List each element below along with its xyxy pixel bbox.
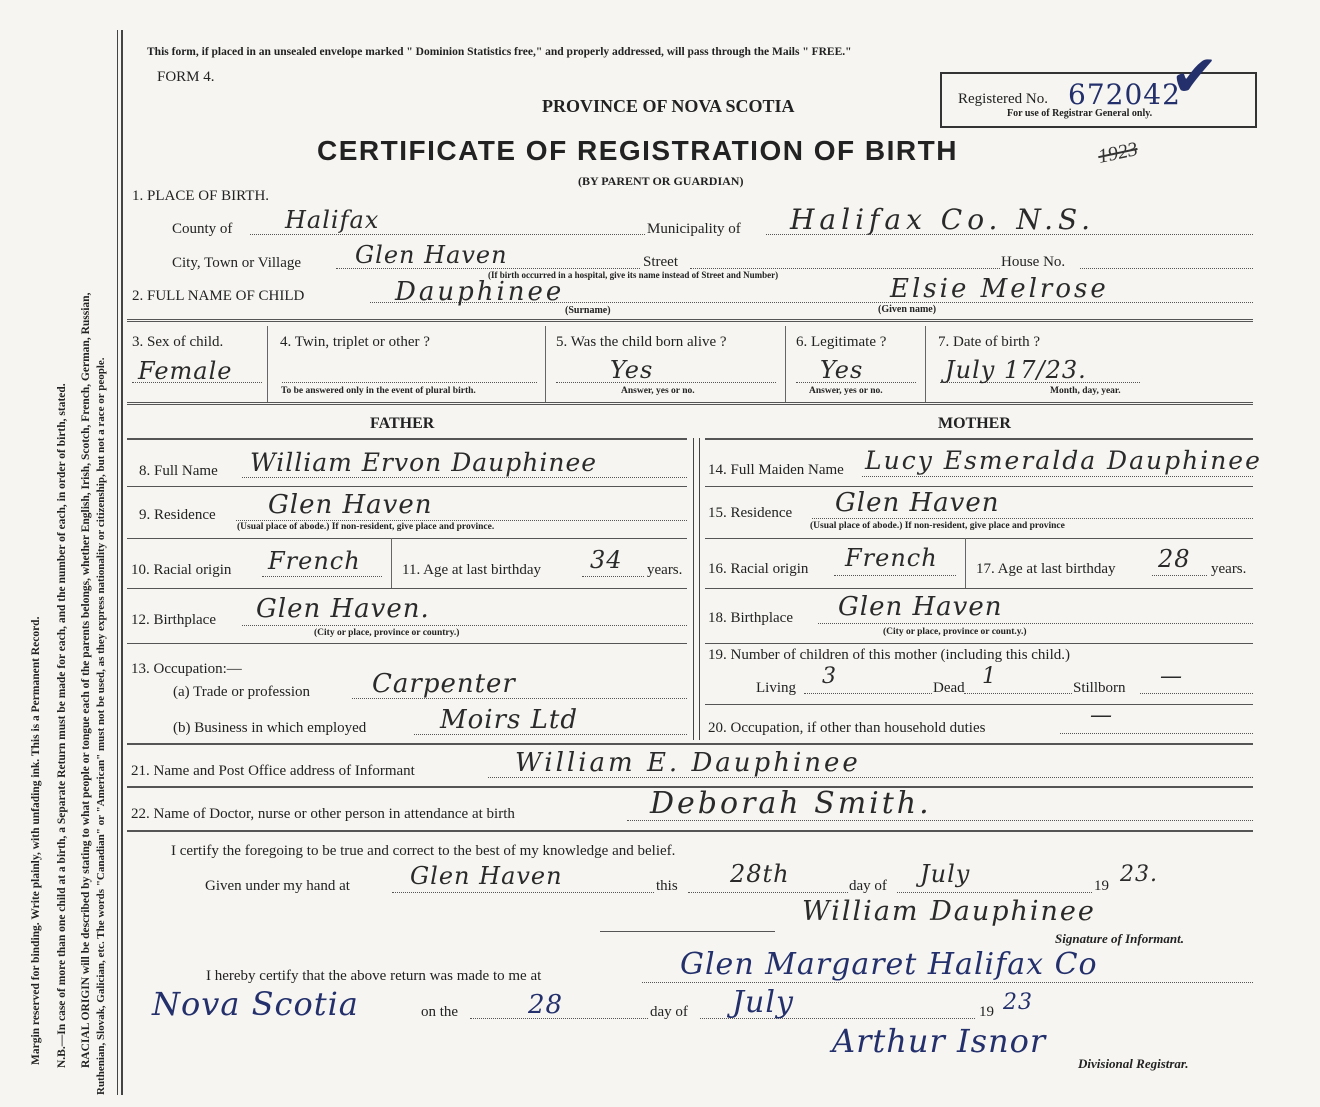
checkmark-icon: ✔ [1170,44,1219,109]
stillborn-label: Stillborn [1073,680,1126,696]
mother-race-value: French [845,544,938,572]
child-surname: Dauphinee [395,277,565,307]
father-heading: FATHER [370,415,435,432]
registrar-place-cont: Nova Scotia [152,985,359,1023]
city-value: Glen Haven [355,241,508,269]
father-race-label: 10. Racial origin [131,562,232,578]
municipality-label: Municipality of [647,221,741,237]
registrar-month: July [732,985,794,1020]
mother-res-note: (Usual place of abode.) If non-resident, give place and province [810,521,1065,531]
house-label: House No. [1001,254,1066,270]
municipality-value: Halifax Co. N.S. [790,203,1096,236]
mother-name-label: 14. Full Maiden Name [708,462,844,478]
dead-value: 1 [982,664,997,689]
this-label: this [656,878,678,894]
registrar-dayof-label: day of [650,1004,688,1020]
registrar-sig-label: Divisional Registrar. [1078,1056,1189,1071]
informant-signature: William Dauphinee [802,896,1096,927]
hospital-note: (If birth occurred in a hospital, give its name instead of Street and Number) [488,270,779,280]
father-age-value: 34 [590,546,623,574]
legit-label: 6. Legitimate ? [796,334,887,350]
mother-bp-note: (City or place, province or count.y.) [883,627,1027,637]
registrar-day: 28 [528,990,564,1020]
informant-value: William E. Dauphinee [515,748,861,778]
father-occ-label: 13. Occupation:— [131,661,242,677]
surname-note: (Surname) [565,305,611,316]
father-bp-value: Glen Haven. [256,594,430,624]
mother-res-value: Glen Haven [835,488,1000,518]
stillborn-value: — [1160,664,1183,689]
alive-note: Answer, yes or no. [621,386,695,396]
given-label: Given under my hand at [205,878,350,894]
doctor-label: 22. Name of Doctor, nurse or other person in attendance at birth [131,806,515,822]
cert-dayof-label: day of [849,878,887,894]
city-label: City, Town or Village [172,255,302,271]
certificate-subtitle: (BY PARENT OR GUARDIAN) [578,174,744,188]
margin-text-4: Ruthenian, Slovak, Galician, etc. The words "Canadian" or "American" must not be used, as they express nationality or citizenship, but not a race or people. [95,357,107,1095]
mother-heading: MOTHER [938,415,1011,432]
margin-text-3: RACIAL ORIGIN will be described by stating to what people or tongue each of the parents belongs, whether English, Irish, Scotch, French, German, Russian, [80,292,92,1068]
father-race-value: French [268,547,361,575]
cert-year: 23. [1120,862,1158,887]
doctor-value: Deborah Smith. [650,786,932,821]
certify-statement: I certify the foregoing to be true and correct to the best of my knowledge and belief. [171,843,676,859]
registrar-on-label: on the [421,1004,459,1020]
mail-notice: This form, if placed in an unsealed envelope marked " Dominion Statistics free," and properly addressed, will pass through the Mails " FREE." [147,46,852,58]
given-place: Glen Haven [410,862,563,890]
registered-number: 672042 [1068,78,1181,111]
living-label: Living [756,680,796,696]
alive-label: 5. Was the child born alive ? [556,334,727,350]
mother-res-label: 15. Residence [708,505,793,521]
father-bp-label: 12. Birthplace [131,612,216,628]
registered-note: For use of Registrar General only. [1007,108,1153,119]
child-given-name: Elsie Melrose [890,274,1109,304]
father-trade-value: Carpenter [372,669,516,699]
father-res-note: (Usual place of abode.) If non-resident, give place and province. [237,522,495,532]
dob-value: July 17/23. [945,356,1087,384]
registrar-statement: I hereby certify that the above return was made to me at [206,968,542,984]
margin-text-2: N.B.—In case of more than one child at a birth, a Separate Return must be made for each, and the number of each, in order of birth, stated. [56,383,68,1068]
legit-value: Yes [820,356,864,384]
registrar-place: Glen Margaret Halifax Co [680,947,1098,982]
twin-label: 4. Twin, triplet or other ? [280,334,430,350]
province-title: PROVINCE OF NOVA SCOTIA [542,96,795,116]
father-trade-label: (a) Trade or profession [173,684,311,700]
registrar-year-prefix: 19 [979,1004,994,1020]
binding-line [117,30,118,1095]
mother-occ-value: — [1090,703,1113,728]
sex-label: 3. Sex of child. [132,334,224,350]
mother-bp-label: 18. Birthplace [708,610,793,626]
mother-bp-value: Glen Haven [838,592,1003,622]
registrar-year: 23 [1003,990,1033,1015]
stamp-number: 1923 [1096,138,1140,168]
cert-month: July [920,860,971,888]
given-note: (Given name) [878,304,937,315]
twin-note: To be answered only in the event of plural birth. [281,386,476,396]
mother-race-label: 16. Racial origin [708,561,809,577]
place-section: 1. PLACE OF BIRTH. [132,188,270,204]
informant-sig-label: Signature of Informant. [1055,931,1184,946]
living-value: 3 [822,664,837,689]
dead-label: Dead [933,680,965,696]
informant-label: 21. Name and Post Office address of Informant [131,763,415,779]
registrar-signature: Arthur Isnor [832,1022,1047,1060]
mother-age-label: 17. Age at last birthday [976,561,1116,577]
registered-label: Registered No. [958,91,1048,107]
father-age-unit: years. [647,562,683,578]
father-res-value: Glen Haven [268,490,433,520]
dob-label: 7. Date of birth ? [938,334,1041,350]
mother-occ-label: 20. Occupation, if other than household duties [708,720,986,736]
mother-age-value: 28 [1158,545,1191,573]
father-age-label: 11. Age at last birthday [402,562,541,578]
mother-name-value: Lucy Esmeralda Dauphinee [865,446,1262,475]
father-name-value: William Ervon Dauphinee [250,448,598,477]
form-number: FORM 4. [157,69,215,85]
dob-note: Month, day, year. [1050,386,1121,396]
sex-value: Female [138,357,233,385]
street-label: Street [643,254,678,270]
father-res-label: 9. Residence [139,507,216,523]
mother-children-label: 19. Number of children of this mother (including this child.) [708,647,1071,663]
child-name-label: 2. FULL NAME OF CHILD [132,288,305,304]
margin-text-1: Margin reserved for binding. Write plainly, with unfading ink. This is a Permanent Record. [30,616,42,1065]
legit-note: Answer, yes or no. [809,386,883,396]
binding-line-2 [121,30,123,1095]
county-value: Halifax [285,206,380,234]
cert-day: 28th [730,860,790,888]
cert-year-prefix: 19 [1094,878,1109,894]
alive-value: Yes [610,356,654,384]
father-name-label: 8. Full Name [139,463,218,479]
father-bp-note: (City or place, province or country.) [314,628,460,638]
mother-age-unit: years. [1211,561,1247,577]
certificate-title: CERTIFICATE OF REGISTRATION OF BIRTH [317,135,958,166]
county-label: County of [172,221,233,237]
father-biz-value: Moirs Ltd [440,705,578,735]
father-biz-label: (b) Business in which employed [173,720,367,736]
